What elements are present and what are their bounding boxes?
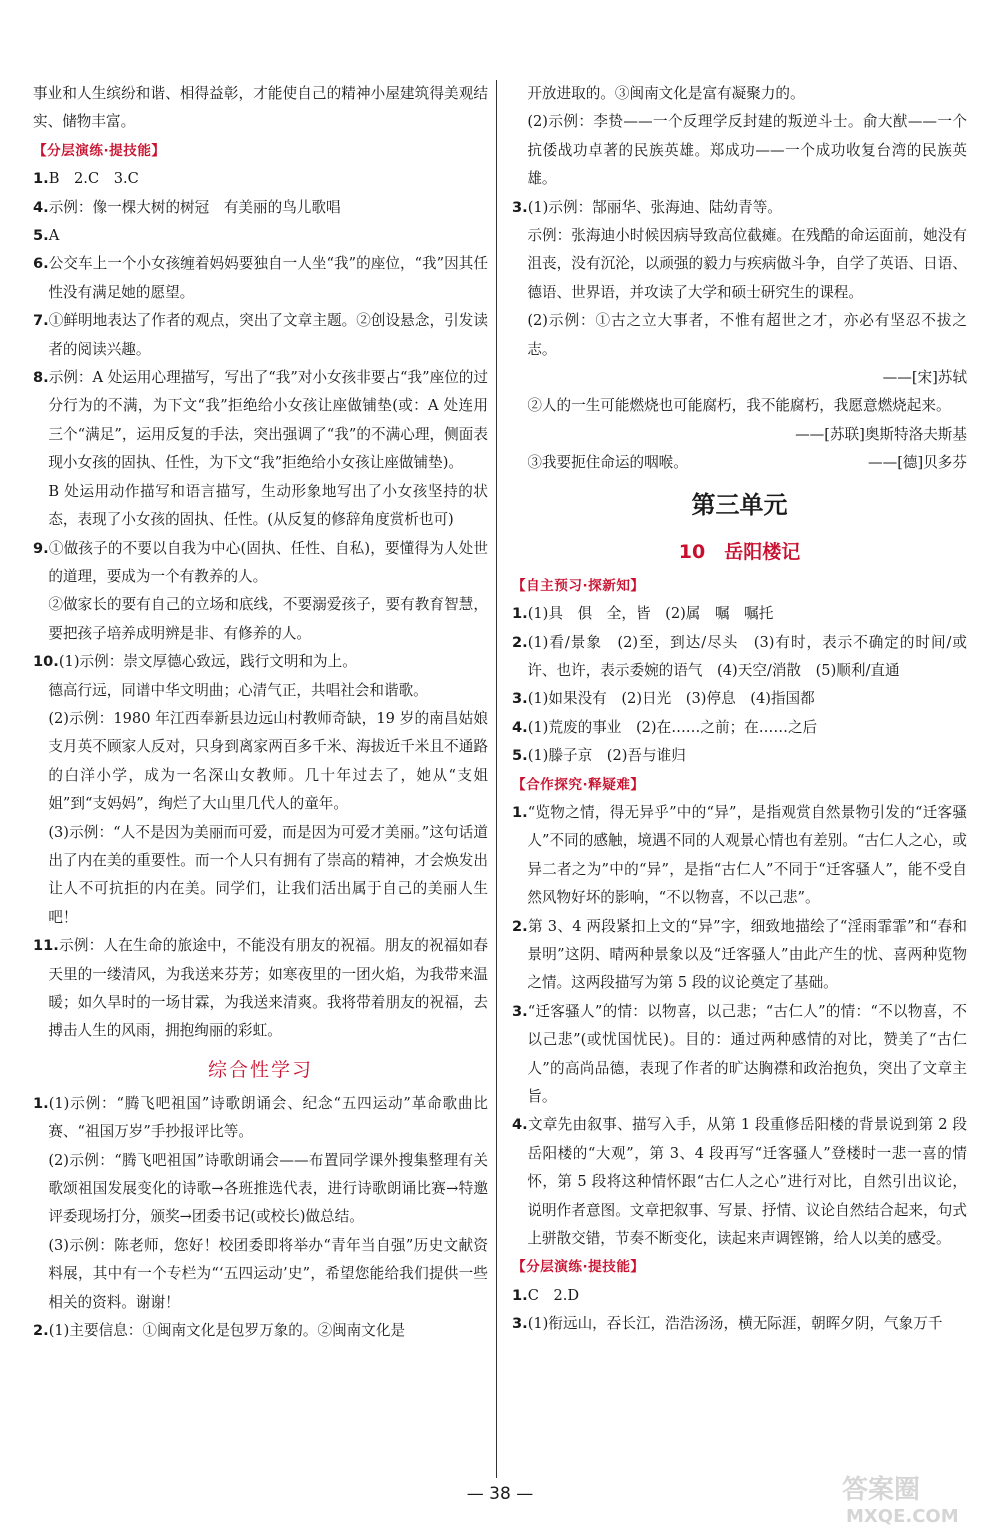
answer-item: 2.第 3、4 两段紧扣上文的“异”字，细致地描绘了“淫雨霏霏”和“春和景明”这阴、晴两种景象以及“迁客骚人”由此产生的忧、喜两种览物之情。这两段描写为第 5 段的议论奠定了基础。: [512, 917, 967, 992]
paragraph: (2)示例：1980 年江西奉新县边远山村教师奇缺，19 岁的南昌姑娘支月英不顾家人反对，只身到离家两百多千米、海拔近千米且不通路的白洋小学，成为一名深山女教师。几十年过去了，她从“支姐姐”到“支妈妈”，绚烂了大山里几代人的童年。: [48, 709, 488, 813]
answer-item: 1.B 2.C 3.C: [33, 170, 139, 188]
watermark-logo: [832, 1468, 982, 1528]
watermark-top: 答案圈: [842, 1475, 921, 1505]
answer-item: 1.(1)具 俱 全，皆 (2)属 嘱 嘱托: [512, 605, 774, 623]
answer-item: 8.示例：A 处运用心理描写，写出了“我”对小女孩非要占“我”座位的过分行为的不满，为下文“我”拒绝给小女孩让座做铺垫(或：A 处连用三个“满足”，运用反复的手法，突出强调了“我”的不满心理，侧面表现小女孩的固执、任性，为下文“我”拒绝给小女孩让座做铺垫)。: [33, 369, 488, 472]
section-heading-label: 【自主预习·探新知】: [512, 577, 645, 594]
quote-attribution: ——[苏联]奥斯特洛夫斯基: [795, 425, 967, 443]
answer-item: 11.示例：人在生命的旅途中，不能没有朋友的祝福。朋友的祝福如春天里的一缕清风，为我送来芬芳；如寒夜里的一团火焰，为我带来温暖；如久旱时的一场甘霖，为我送来清爽。我将带着朋友的祝福，去搏击人生的风雨，拥抱绚丽的彩虹。: [33, 937, 488, 1040]
section-heading: [33, 137, 488, 165]
paragraph: 示例：张海迪小时候因病导致高位截瘫。在残酷的命运面前，她没有沮丧，没有沉沦，以顽强的毅力与疾病做斗争，自学了英语、日语、德语、世界语，并攻读了大学和硕士研究生的课程。: [527, 227, 967, 301]
section-heading-label: 【分层演练·提技能】: [33, 142, 166, 159]
section-heading-label: 【分层演练·提技能】: [512, 1259, 645, 1276]
answer-item: 5.(1)滕子京 (2)吾与谁归: [512, 747, 686, 765]
answer-item: 4.文章先由叙事、描写入手，从第 1 段重修岳阳楼的背景说到第 2 段岳阳楼的“大观”，第 3、4 段再写“迁客骚人”登楼时一悲一喜的情怀，第 5 段将这种情怀跟“古仁人之心”进行对比，自然引出议论，说明作者意图。文章把叙事、写景、抒情、议论自然结合起来，句式上骈散交错，节奏不断变化，读起来声调铿锵，给人以美的感受。: [512, 1116, 967, 1248]
answer-item: 3.(1)如果没有 (2)日光 (3)停息 (4)指国都: [512, 690, 815, 708]
paragraph: (2)示例：①古之立大事者，不惟有超世之才，亦必有坚忍不拔之志。: [527, 312, 967, 358]
paragraph: (2)示例：李贽——一个反理学反封建的叛逆斗士。俞大猷——一个抗倭战功卓著的民族英雄。郑成功——一个成功收复台湾的民族英雄。: [527, 113, 967, 188]
paragraph: (2)示例：“腾飞吧祖国”诗歌朗诵会——布置同学课外搜集整理有关歌颂祖国发展变化的诗歌→各班推选代表，进行诗歌朗诵比赛→特邀评委现场打分，颁奖→团委书记(或校长)做总结。: [48, 1151, 488, 1226]
section-heading-label: 【合作探究·释疑难】: [512, 776, 645, 793]
unit-title: 第三单元: [691, 490, 788, 519]
paragraph: B 处运用动作描写和语言描写，生动形象地写出了小女孩坚持的状态，表现了小女孩的固执、任性。(从反复的修辞角度赏析也可): [48, 482, 488, 529]
section-heading: [512, 1253, 967, 1281]
paragraph: 德高行远，同谱中华文明曲；心清气正，共唱社会和谐歌。: [48, 681, 428, 699]
answer-item: 5.A: [33, 227, 60, 245]
answer-item: 1.(1)示例：“腾飞吧祖国”诗歌朗诵会、纪念“五四运动”革命歌曲比赛、“祖国万岁”手抄报评比等。: [33, 1094, 488, 1141]
watermark-bottom: MXQE.COM: [846, 1506, 959, 1527]
quote-attribution: ——[德]贝多芬: [868, 454, 967, 472]
paragraph: (3)示例：“人不是因为美丽而可爱，而是因为可爱才美丽。”这句话道出了内在美的重要性。而一个人只有拥有了崇高的精神，才会焕发出让人不可抗拒的内在美。同学们，让我们活出属于自己的美丽人生吧！: [48, 823, 488, 926]
answer-item: 1.C 2.D: [512, 1286, 580, 1304]
answer-item: 7.①鲜明地表达了作者的观点，突出了文章主题。②创设悬念，引发读者的阅读兴趣。: [33, 312, 488, 358]
quote-line: ③我要扼住命运的咽喉。 ——[德]贝多芬: [512, 449, 967, 477]
paragraph: 开放进取的。③闽南文化是富有凝聚力的。: [527, 85, 805, 102]
paragraph: 事业和人生缤纷和谐、相得益彰，才能使自己的精神小屋建筑得美观结实、储物丰富。: [33, 85, 488, 131]
page-number: — 38 —: [466, 1484, 534, 1504]
answer-item: 3.“迁客骚人”的情：以物喜，以己悲；“古仁人”的情：“不以物喜，不以己悲”(或忧国忧民)。目的：通过两种感情的对比，赞美了“古仁人”的高尚品德，表现了作者的旷达胸襟和政治抱负，突出了文章主旨。: [512, 1002, 967, 1105]
paragraph: (3)示例：陈老师，您好！校团委即将举办“青年当自强”历史文献资料展，其中有一个专栏为“‘五四运动’史”，希望您能给我们提供一些相关的资料。谢谢！: [48, 1236, 488, 1311]
section-heading: [512, 771, 967, 799]
lesson-title: 10 岳阳楼记: [678, 540, 801, 563]
quote-attribution: ——[宋]苏轼: [882, 369, 967, 387]
answer-item: 9.①做孩子的不要以自我为中心(固执、任性、自私)，要懂得为人处世的道理，要成为一个有教养的人。: [33, 539, 488, 585]
answer-item: 4.(1)荒废的事业 (2)在……之前；在……之后: [512, 718, 818, 736]
answer-item: 1.“览物之情，得无异乎”中的“异”，是指观赏自然景物引发的“迁客骚人”不同的感触，境遇不同的人观景心情也有差别。“古仁人之心，或异二者之为”中的“异”，是指“古仁人”不同于“迁客骚人”，能不受自然风物好坏的影响，“不以物喜，不以己悲”。: [512, 803, 967, 907]
answer-item: 6.公交车上一个小女孩缠着妈妈要独自一人坐“我”的座位，“我”因其任性没有满足她的愿望。: [33, 255, 488, 301]
answer-item: 10.(1)示例：崇文厚德心致远，践行文明和为上。: [33, 653, 357, 671]
section-title: 综合性学习: [207, 1058, 313, 1081]
left-column: [33, 80, 488, 1345]
column-divider: [496, 80, 497, 1478]
paragraph: ②人的一生可能燃烧也可能腐朽，我不能腐朽，我愿意燃烧起来。: [527, 397, 951, 415]
answer-item: 3.(1)衔远山，吞长江，浩浩汤汤，横无际涯，朝晖夕阴，气象万千: [512, 1315, 943, 1333]
paragraph: ②做家长的要有自己的立场和底线，不要溺爱孩子，要有教育智慧，要把孩子培养成明辨是非、有修养的人。: [48, 596, 488, 642]
answer-item: 4.示例：像一棵大树的树冠 有美丽的鸟儿歌唱: [33, 198, 341, 216]
right-column: [512, 80, 967, 1339]
answer-item: 2.(1)看/景象 (2)至，到达/尽头 (3)有时，表示不确定的时间/或许、也许，表示委婉的语气 (4)天空/消散 (5)顺利/直通: [512, 633, 967, 679]
section-heading: [512, 572, 967, 600]
answer-item: 2.(1)主要信息：①闽南文化是包罗万象的。②闽南文化是: [33, 1322, 406, 1340]
answer-item: 3.(1)示例：郜丽华、张海迪、陆幼青等。: [512, 198, 782, 216]
